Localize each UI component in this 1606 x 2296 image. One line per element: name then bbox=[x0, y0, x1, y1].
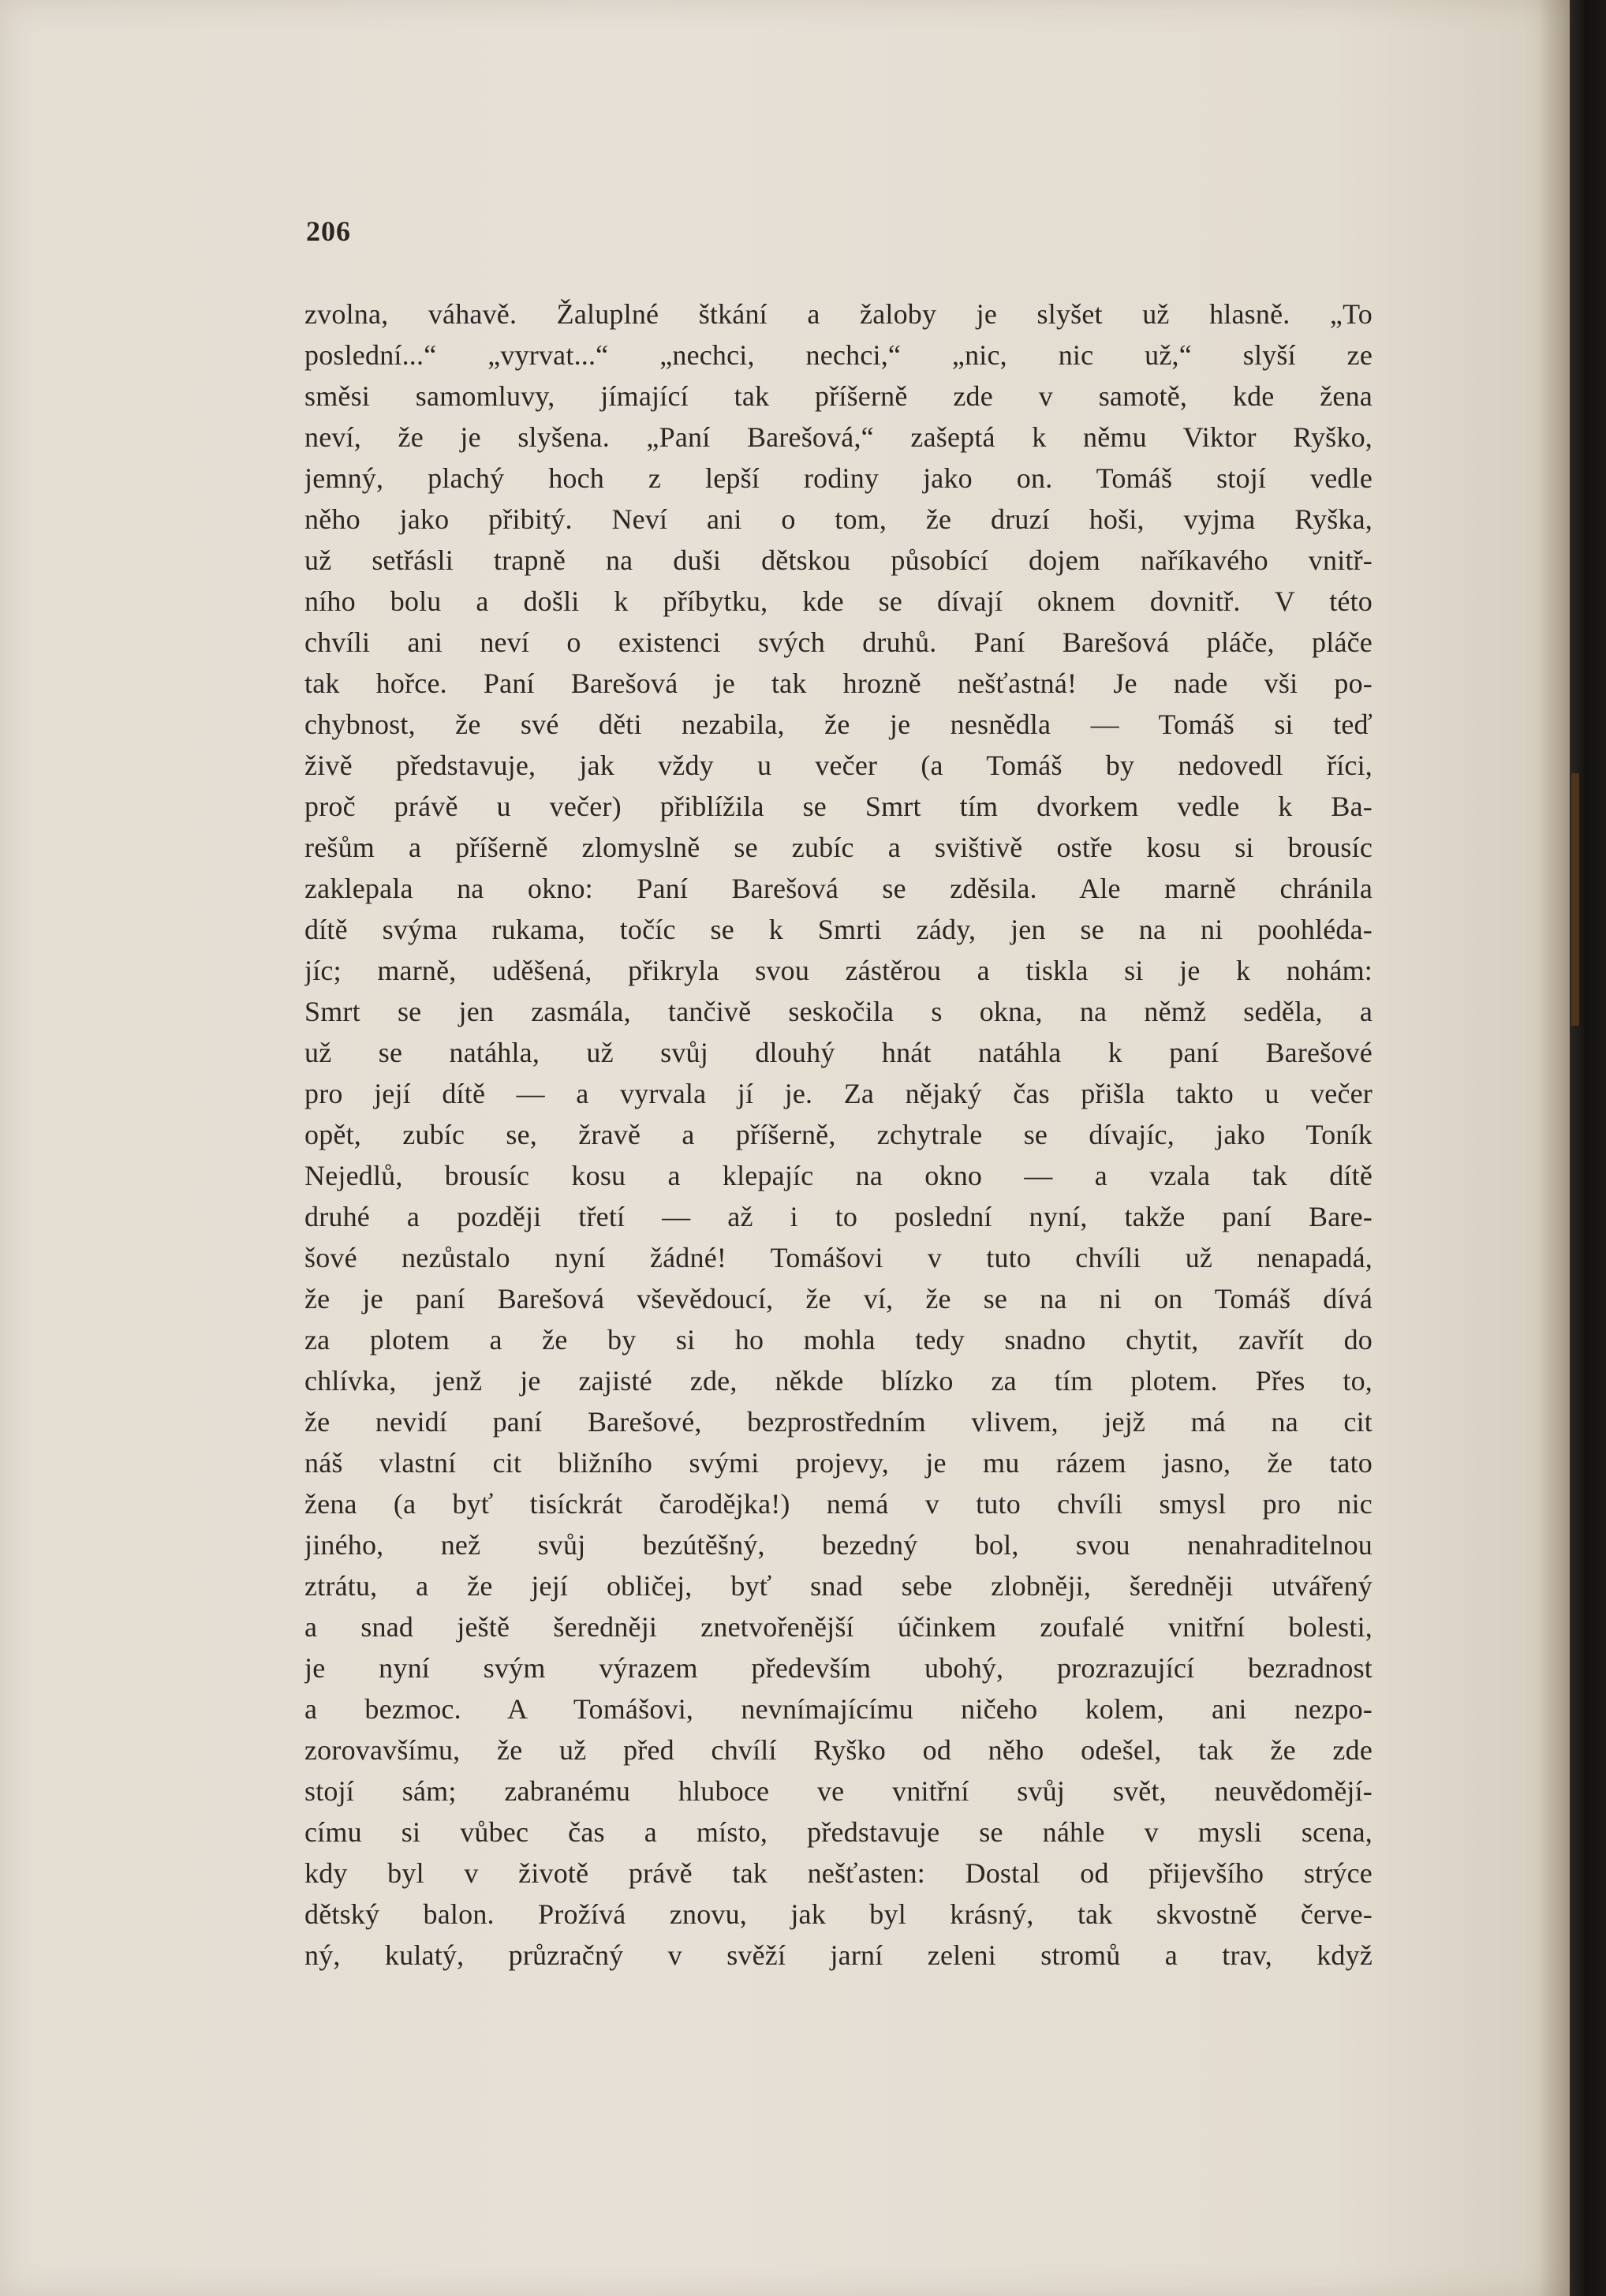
text-line: pro její dítě — a vyrvala jí je. Za nějaký čas přišla takto u večer bbox=[304, 1078, 1373, 1109]
text-line: už se natáhla, už svůj dlouhý hnát natáhla k paní Barešové bbox=[304, 1037, 1373, 1068]
text-line: živě představuje, jak vždy u večer (a Tomáš by nedovedl říci, bbox=[304, 750, 1373, 781]
text-line: a bezmoc. A Tomášovi, nevnímajícímu ničeho kolem, ani nezpo- bbox=[304, 1693, 1373, 1725]
text-line: zvolna, váhavě. Žaluplné štkání a žaloby je slyšet už hlasně. „To bbox=[304, 298, 1373, 330]
book-spine bbox=[1570, 0, 1606, 2296]
text-line: šové nezůstalo nyní žádné! Tomášovi v tuto chvíli už nenapadá, bbox=[304, 1242, 1373, 1273]
text-line: poslední...“ „vyrvat...“ „nechci, nechci,“ „nic, nic už,“ slyší ze bbox=[304, 339, 1373, 371]
text-line: chybnost, že své děti nezabila, že je nesnědla — Tomáš si teď bbox=[304, 709, 1373, 740]
text-line: ního bolu a došli k příbytku, kde se dívají oknem dovnitř. V této bbox=[304, 585, 1373, 617]
text-line: dítě svýma rukama, točíc se k Smrti zády, jen se na ni poohléda- bbox=[304, 914, 1373, 945]
text-line: jemný, plachý hoch z lepší rodiny jako on. Tomáš stojí vedle bbox=[304, 462, 1373, 494]
text-line: chvíli ani neví o existenci svých druhů. Paní Barešová pláče, pláče bbox=[304, 626, 1373, 658]
text-line: tak hořce. Paní Barešová je tak hrozně nešťastná! Je nade vši po- bbox=[304, 667, 1373, 699]
text-line: už setřásli trapně na duši dětskou působící dojem naříkavého vnitř- bbox=[304, 544, 1373, 576]
text-line: náš vlastní cit bližního svými projevy, je mu rázem jasno, že tato bbox=[304, 1447, 1373, 1479]
text-line: že je paní Barešová vševědoucí, že ví, že se na ni on Tomáš dívá bbox=[304, 1283, 1373, 1314]
text-line: směsi samomluvy, jímající tak příšerně zde v samotě, kde žena bbox=[304, 380, 1373, 412]
text-line: ztrátu, a že její obličej, byť snad sebe zlobněji, šeredněji utvářený bbox=[304, 1570, 1373, 1602]
text-line: za plotem a že by si ho mohla tedy snadno chytit, zavřít do bbox=[304, 1324, 1373, 1356]
text-line: ný, kulatý, průzračný v svěží jarní zeleni stromů a trav, když bbox=[304, 1939, 1373, 1971]
text-line: opět, zubíc se, žravě a příšerně, zchytrale se dívajíc, jako Toník bbox=[304, 1119, 1373, 1150]
text-line: že nevidí paní Barešové, bezprostředním vlivem, jejž má na cit bbox=[304, 1406, 1373, 1438]
page-gutter-shadow bbox=[1538, 0, 1570, 2296]
text-line: stojí sám; zabranému hluboce ve vnitřní svůj svět, neuvědomějí- bbox=[304, 1775, 1373, 1807]
text-line: címu si vůbec čas a místo, představuje se náhle v mysli scena, bbox=[304, 1816, 1373, 1848]
text-line: neví, že je slyšena. „Paní Barešová,“ zašeptá k němu Viktor Ryško, bbox=[304, 421, 1373, 453]
page-number: 206 bbox=[306, 215, 351, 247]
text-line: zorovavšímu, že už před chvílí Ryško od něho odešel, tak že zde bbox=[304, 1734, 1373, 1766]
spine-bookmark-ribbon bbox=[1571, 773, 1579, 1026]
text-line: proč právě u večer) přiblížila se Smrt tím dvorkem vedle k Ba- bbox=[304, 791, 1373, 822]
text-line: je nyní svým výrazem především ubohý, prozrazující bezradnost bbox=[304, 1652, 1373, 1684]
text-line: chlívka, jenž je zajisté zde, někde blízko za tím plotem. Přes to, bbox=[304, 1365, 1373, 1397]
text-line: kdy byl v životě právě tak nešťasten: Dostal od přijevšího strýce bbox=[304, 1857, 1373, 1889]
text-line: jiného, než svůj bezútěšný, bezedný bol, svou nenahraditelnou bbox=[304, 1529, 1373, 1561]
text-line: dětský balon. Prožívá znovu, jak byl krásný, tak skvostně červe- bbox=[304, 1898, 1373, 1930]
text-line: jíc; marně, uděšená, přikryla svou zástěrou a tiskla si je k nohám: bbox=[304, 955, 1373, 986]
text-line: Smrt se jen zasmála, tančivě seskočila s okna, na němž seděla, a bbox=[304, 996, 1373, 1027]
text-line: Nejedlů, brousíc kosu a klepajíc na okno — a vzala tak dítě bbox=[304, 1160, 1373, 1191]
text-line: rešům a příšerně zlomyslně se zubíc a svištivě ostře kosu si brousíc bbox=[304, 832, 1373, 863]
text-body bbox=[304, 294, 1373, 1976]
text-line: a snad ještě šeredněji znetvořenější účinkem zoufalé vnitřní bolesti, bbox=[304, 1611, 1373, 1643]
text-line: zaklepala na okno: Paní Barešová se zděsila. Ale marně chránila bbox=[304, 873, 1373, 904]
text-line: druhé a později třetí — až i to poslední nyní, takže paní Bare- bbox=[304, 1201, 1373, 1232]
text-line: žena (a byť tisíckrát čarodějka!) nemá v tuto chvíli smysl pro nic bbox=[304, 1488, 1373, 1520]
text-line: něho jako přibitý. Neví ani o tom, že druzí hoši, vyjma Ryška, bbox=[304, 503, 1373, 535]
